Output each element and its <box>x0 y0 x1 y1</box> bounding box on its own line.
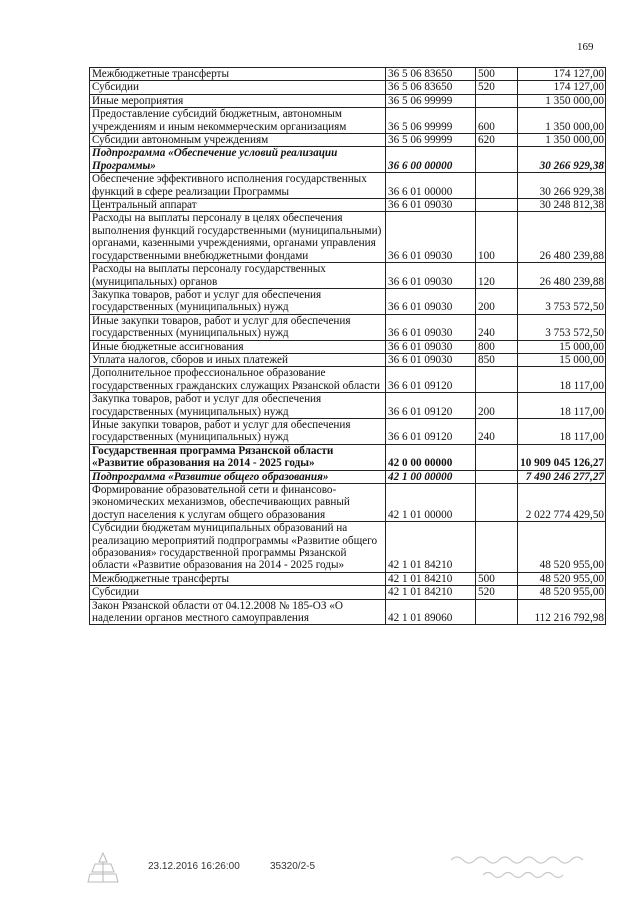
row-name: Расходы на выплаты персоналу в целях обеспечения выполнения функций государственными (муниципальными) органами, казенными учреждениями, органами управления государственными внебюджетными фондами <box>90 212 386 263</box>
table-row <box>90 199 606 212</box>
table-row <box>90 263 606 289</box>
table-row <box>90 522 606 573</box>
table-row <box>90 173 606 199</box>
row-code: 42 1 01 84210 <box>386 586 476 599</box>
row-name: Иные закупки товаров, работ и услуг для обеспечения государственных (муниципальных) нужд <box>90 418 386 444</box>
row-amount: 48 520 955,00 <box>518 522 606 573</box>
row-name: Межбюджетные трансферты <box>90 68 386 81</box>
row-type: 200 <box>476 393 518 419</box>
row-type: 520 <box>476 586 518 599</box>
row-name: Подпрограмма «Обеспечение условий реализации Программы» <box>90 147 386 173</box>
row-code: 42 1 01 00000 <box>386 484 476 522</box>
table-row <box>90 367 606 393</box>
row-amount: 18 117,00 <box>518 418 606 444</box>
row-type: 800 <box>476 340 518 353</box>
row-code: 42 1 00 00000 <box>386 470 476 483</box>
table-row <box>90 108 606 134</box>
table-row <box>90 393 606 419</box>
row-name: Иные бюджетные ассигнования <box>90 340 386 353</box>
row-code: 36 5 06 99999 <box>386 108 476 134</box>
stamp-emblem-icon <box>86 850 120 886</box>
row-type: 100 <box>476 212 518 263</box>
row-amount: 7 490 246 277,27 <box>518 470 606 483</box>
row-name: Дополнительное профессиональное образование государственных гражданских служащих Рязанской области <box>90 367 386 393</box>
row-type <box>476 367 518 393</box>
row-code: 36 6 01 09030 <box>386 212 476 263</box>
row-name: Формирование образовательной сети и финансово-экономических механизмов, обеспечивающих равный доступ населения к услугам общего образования <box>90 484 386 522</box>
table-row <box>90 147 606 173</box>
budget-table <box>89 67 606 625</box>
row-type <box>476 147 518 173</box>
row-name: Закупка товаров, работ и услуг для обеспечения государственных (муниципальных) нужд <box>90 288 386 314</box>
signature-stamp-icon <box>447 851 595 881</box>
row-type <box>476 199 518 212</box>
row-code: 36 6 01 09030 <box>386 263 476 289</box>
row-amount: 15 000,00 <box>518 353 606 366</box>
row-name: Иные мероприятия <box>90 94 386 107</box>
row-code: 36 5 06 99999 <box>386 94 476 107</box>
row-code: 42 1 01 84210 <box>386 522 476 573</box>
row-name: Подпрограмма «Развитие общего образования» <box>90 470 386 483</box>
row-type <box>476 522 518 573</box>
footer-doc-code: 35320/2-5 <box>270 861 316 872</box>
row-type: 500 <box>476 572 518 585</box>
row-name: Межбюджетные трансферты <box>90 572 386 585</box>
row-amount: 1 350 000,00 <box>518 94 606 107</box>
row-amount: 26 480 239,88 <box>518 212 606 263</box>
row-code: 36 5 06 83650 <box>386 81 476 94</box>
row-amount: 26 480 239,88 <box>518 263 606 289</box>
row-code: 42 1 01 84210 <box>386 572 476 585</box>
row-name: Расходы на выплаты персоналу государственных (муниципальных) органов <box>90 263 386 289</box>
table-row <box>90 288 606 314</box>
table-row <box>90 586 606 599</box>
row-amount: 3 753 572,50 <box>518 314 606 340</box>
row-amount: 10 909 045 126,27 <box>518 444 606 470</box>
table-row <box>90 340 606 353</box>
row-code: 36 6 01 00000 <box>386 173 476 199</box>
row-name: Предоставление субсидий бюджетным, автономным учреждениям и иным некоммерческим организациям <box>90 108 386 134</box>
row-name: Субсидии <box>90 81 386 94</box>
table-row <box>90 212 606 263</box>
row-amount: 174 127,00 <box>518 68 606 81</box>
row-name: Субсидии бюджетам муниципальных образований на реализацию мероприятий подпрограммы «Развитие общего образования» государственной программы Рязанской области «Развитие образования на 2014 - 2025 годы» <box>90 522 386 573</box>
row-type: 520 <box>476 81 518 94</box>
page-number: 169 <box>577 41 594 53</box>
row-code: 36 6 01 09030 <box>386 340 476 353</box>
row-name: Субсидии <box>90 586 386 599</box>
row-code: 36 6 01 09030 <box>386 199 476 212</box>
table-row <box>90 444 606 470</box>
row-amount: 48 520 955,00 <box>518 586 606 599</box>
row-type: 500 <box>476 68 518 81</box>
row-type <box>476 470 518 483</box>
footer-timestamp: 23.12.2016 16:26:00 <box>148 861 240 872</box>
row-amount: 3 753 572,50 <box>518 288 606 314</box>
row-type: 240 <box>476 418 518 444</box>
row-code: 36 6 01 09030 <box>386 288 476 314</box>
row-amount: 30 266 929,38 <box>518 147 606 173</box>
row-name: Государственная программа Рязанской области «Развитие образования на 2014 - 2025 годы» <box>90 444 386 470</box>
table-row <box>90 572 606 585</box>
row-amount: 1 350 000,00 <box>518 134 606 147</box>
row-amount: 18 117,00 <box>518 367 606 393</box>
row-type <box>476 444 518 470</box>
row-type: 240 <box>476 314 518 340</box>
table-row <box>90 314 606 340</box>
row-code: 36 6 01 09120 <box>386 418 476 444</box>
table-row <box>90 134 606 147</box>
row-name: Закупка товаров, работ и услуг для обеспечения государственных (муниципальных) нужд <box>90 393 386 419</box>
row-code: 36 6 01 09030 <box>386 353 476 366</box>
row-type <box>476 599 518 625</box>
row-amount: 18 117,00 <box>518 393 606 419</box>
row-amount: 30 266 929,38 <box>518 173 606 199</box>
row-type <box>476 94 518 107</box>
row-type: 200 <box>476 288 518 314</box>
row-type: 600 <box>476 108 518 134</box>
row-code: 36 6 01 09030 <box>386 314 476 340</box>
row-type <box>476 484 518 522</box>
row-code: 36 6 01 09120 <box>386 393 476 419</box>
row-code: 36 5 06 99999 <box>386 134 476 147</box>
table-row <box>90 484 606 522</box>
row-code: 36 5 06 83650 <box>386 68 476 81</box>
row-name: Субсидии автономным учреждениям <box>90 134 386 147</box>
row-type <box>476 173 518 199</box>
row-amount: 112 216 792,98 <box>518 599 606 625</box>
row-code: 36 6 00 00000 <box>386 147 476 173</box>
row-code: 36 6 01 09120 <box>386 367 476 393</box>
row-name: Обеспечение эффективного исполнения государственных функций в сфере реализации Программы <box>90 173 386 199</box>
row-code: 42 1 01 89060 <box>386 599 476 625</box>
row-type: 850 <box>476 353 518 366</box>
table-row <box>90 599 606 625</box>
row-name: Закон Рязанской области от 04.12.2008 № 185-ОЗ «О наделении органов местного самоуправления <box>90 599 386 625</box>
table-row <box>90 470 606 483</box>
row-amount: 2 022 774 429,50 <box>518 484 606 522</box>
row-name: Иные закупки товаров, работ и услуг для обеспечения государственных (муниципальных) нужд <box>90 314 386 340</box>
row-amount: 174 127,00 <box>518 81 606 94</box>
table-row <box>90 418 606 444</box>
row-amount: 30 248 812,38 <box>518 199 606 212</box>
row-name: Центральный аппарат <box>90 199 386 212</box>
table-row <box>90 353 606 366</box>
budget-table-body <box>90 68 606 625</box>
row-amount: 15 000,00 <box>518 340 606 353</box>
row-type: 620 <box>476 134 518 147</box>
row-type: 120 <box>476 263 518 289</box>
row-amount: 48 520 955,00 <box>518 572 606 585</box>
table-row <box>90 68 606 81</box>
table-row <box>90 81 606 94</box>
row-amount: 1 350 000,00 <box>518 108 606 134</box>
table-row <box>90 94 606 107</box>
row-code: 42 0 00 00000 <box>386 444 476 470</box>
row-name: Уплата налогов, сборов и иных платежей <box>90 353 386 366</box>
